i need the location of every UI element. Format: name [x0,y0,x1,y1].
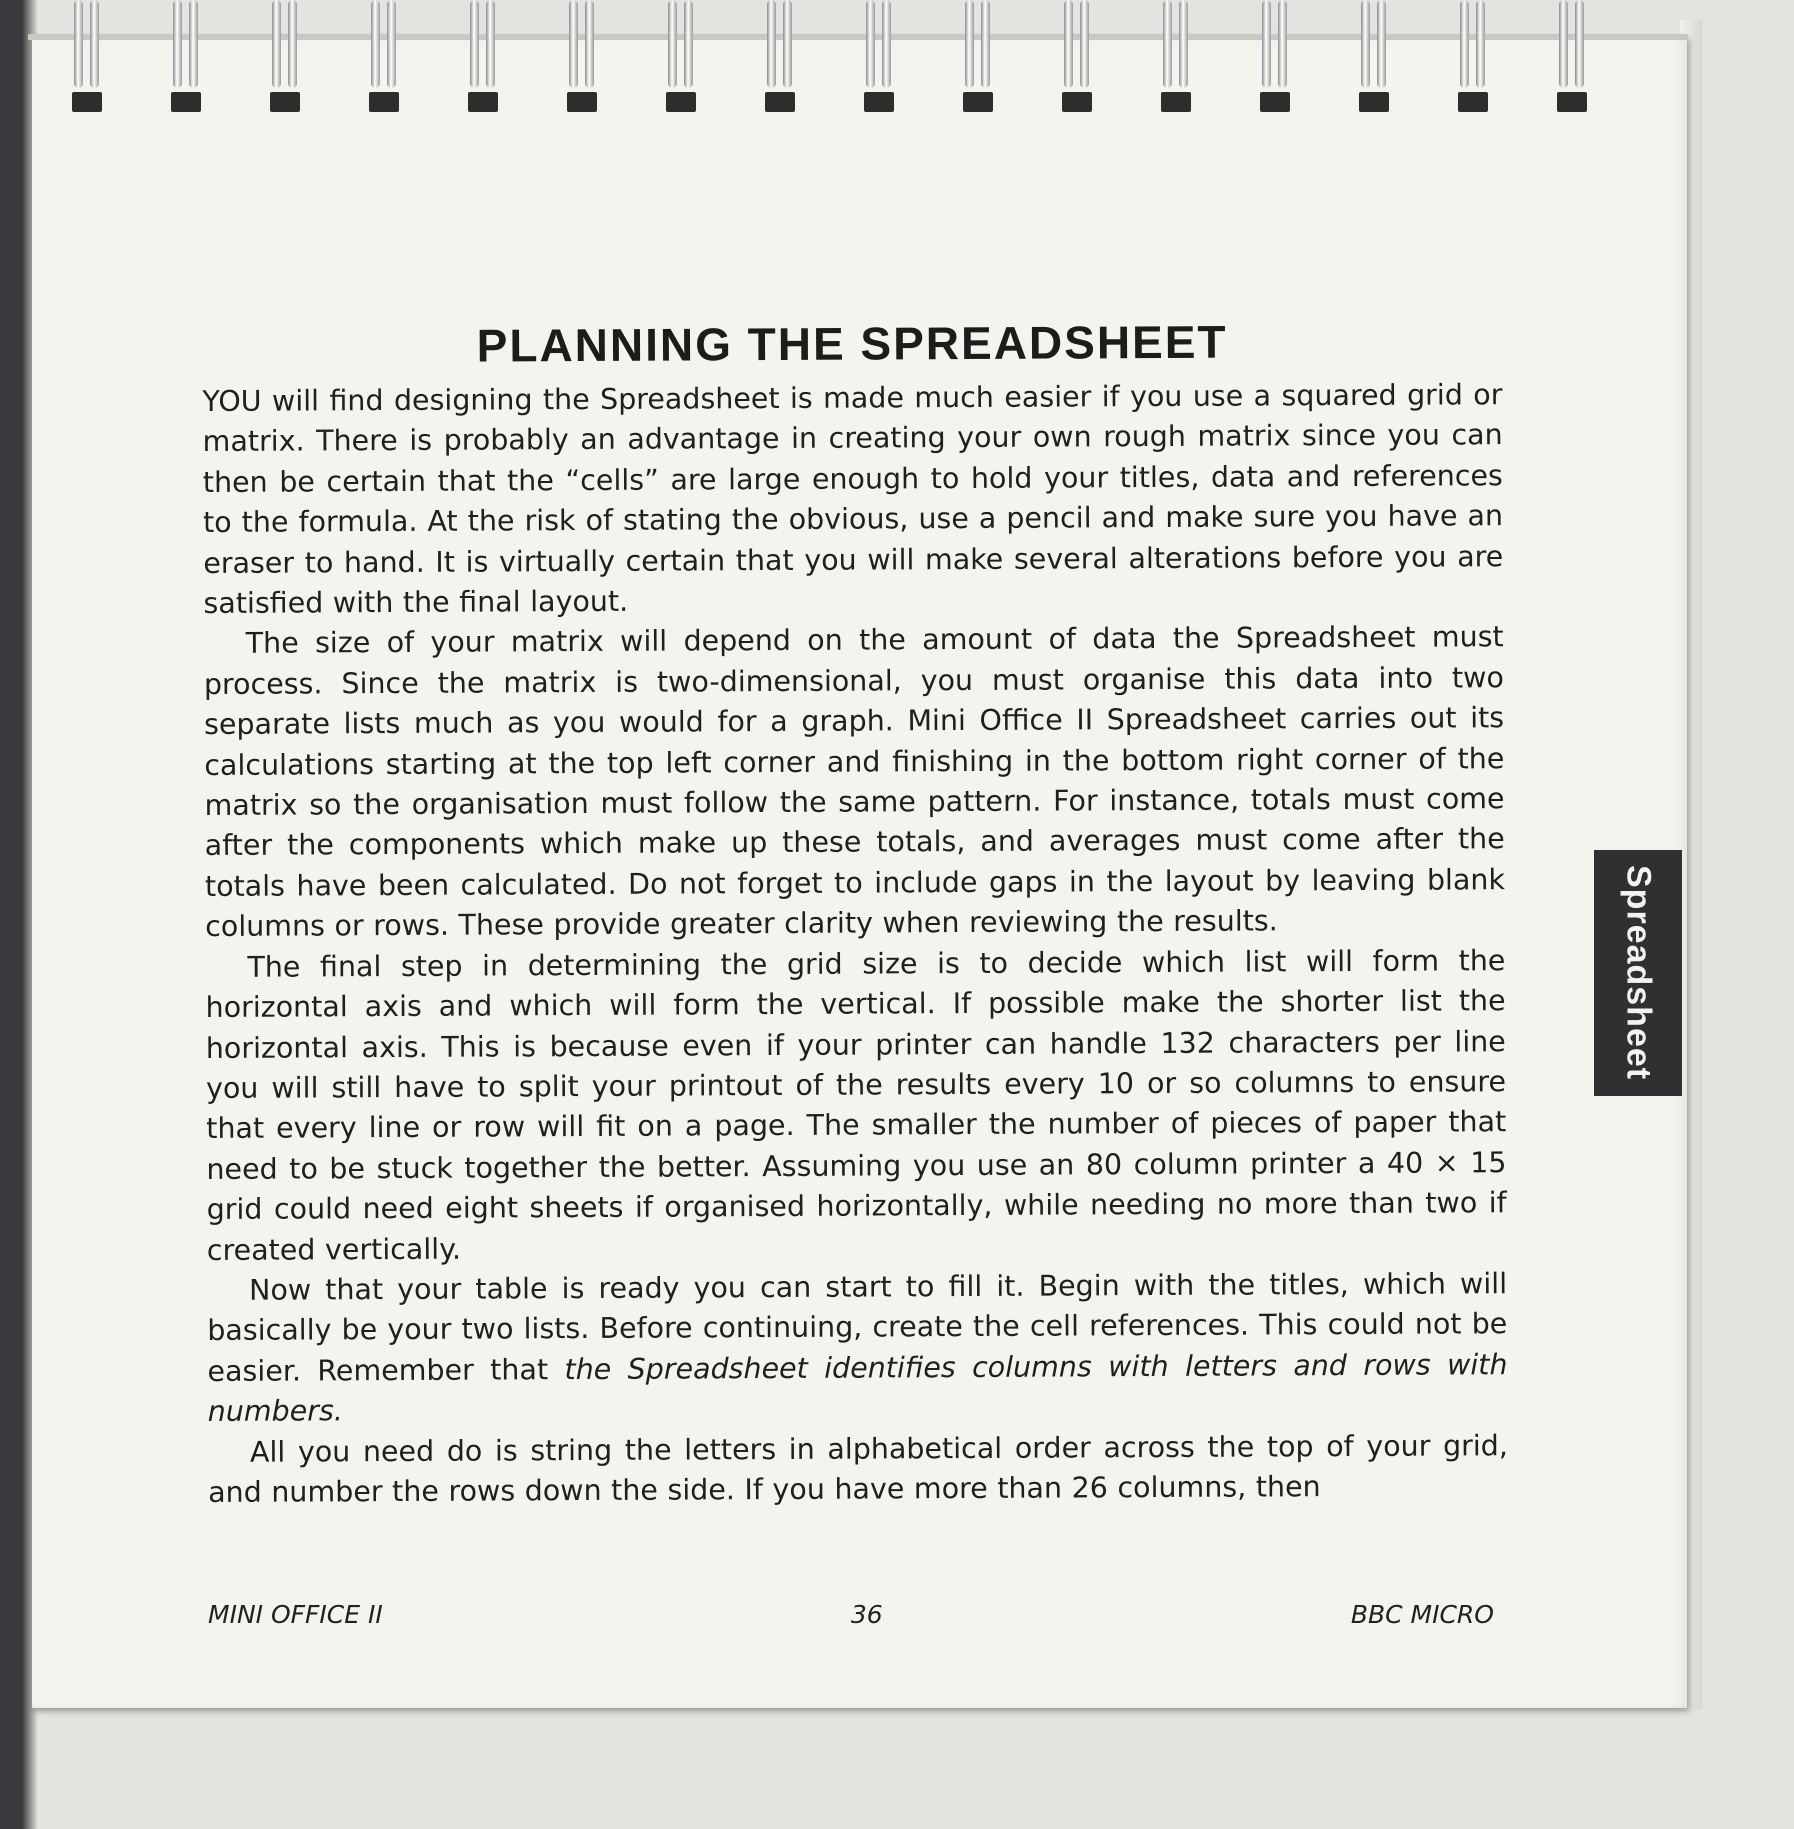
binding-coil [1161,0,1191,116]
spiral-binding [0,0,1794,120]
section-tab-label: Spreadsheet [1619,865,1658,1081]
paragraph-4-italic: the Spreadsheet identifies columns with letters and rows with numbers. [207,1347,1508,1429]
page-footer [208,1600,1494,1629]
binding-coil [171,0,201,116]
binding-coil [666,0,696,116]
binding-coil [1359,0,1389,116]
paragraph-5: All you need do is string the letters in alphabetical order across the top of your grid, and number the rows down the side. If you have more than 26 columns, then [208,1428,1508,1509]
footer-right: BBC MICRO [1350,1600,1494,1629]
binding-coil [369,0,399,116]
page-content [202,313,1508,1513]
binding-coil [567,0,597,116]
paragraph-4 [207,1264,1508,1432]
footer-left: MINI OFFICE II [208,1600,383,1629]
binding-coil [270,0,300,116]
binding-coil [1062,0,1092,116]
page-title: PLANNING THE SPREADSHEET [476,315,1228,372]
binding-coil [765,0,795,116]
binding-coil [963,0,993,116]
paragraph-4-text: Now that your table is ready you can start to fill it. Begin with the titles, which will basically be your two lists. Before continuing, create the cell references. This could not be easier. Remember that [207,1267,1508,1388]
section-tab [1594,850,1682,1096]
binding-coil [1260,0,1290,116]
page-number: 36 [850,1600,883,1629]
binding-coil [72,0,102,116]
binding-coil [468,0,498,116]
paragraph-1: YOU will find designing the Spreadsheet is made much easier if you use a squared grid or matrix. There is probably an advantage in creating your own rough matrix since you can then be certain that the “cells” are large enough to hold your titles, data and references to the formula. At the risk of stating the obvious, use a pencil and make sure you have an eraser to hand. It is virtually certain that you will make several alterations before you are satisfied with the final layout. [202,378,1504,621]
paragraph-2: The size of your matrix will depend on the amount of data the Spreadsheet must process. Since the matrix is two-dimensional, you must organise this data into two separate lists much as you would for a graph. Mini Office II Spreadsheet carries out its calculations starting at the top left corner and finishing in the bottom right corner of the matrix so the organisation must follow the same pattern. For instance, totals must come after the components which make up these totals, and averages must come after the totals have been calculated. Do not forget to include gaps in the layout by leaving blank columns or rows. These provide greater clarity when reviewing the results. [203,620,1506,944]
binding-coil [1458,0,1488,116]
binding-coil [864,0,894,116]
paragraph-3: The final step in determining the grid size is to decide which list will form the horizontal axis and which will form the vertical. If possible make the shorter list the horizontal axis. This is because even if your printer can handle 132 characters per line you will still have to split your printout of the results every 10 or so columns to ensure that every line or row will fit on a page. The smaller the number of pieces of paper that need to be stuck together the better. Assuming you use an 80 column printer a 40 × 15 grid could need eight sheets if organised horizontally, while needing no more than two if created vertically. [205,943,1507,1267]
binding-coil [1557,0,1587,116]
